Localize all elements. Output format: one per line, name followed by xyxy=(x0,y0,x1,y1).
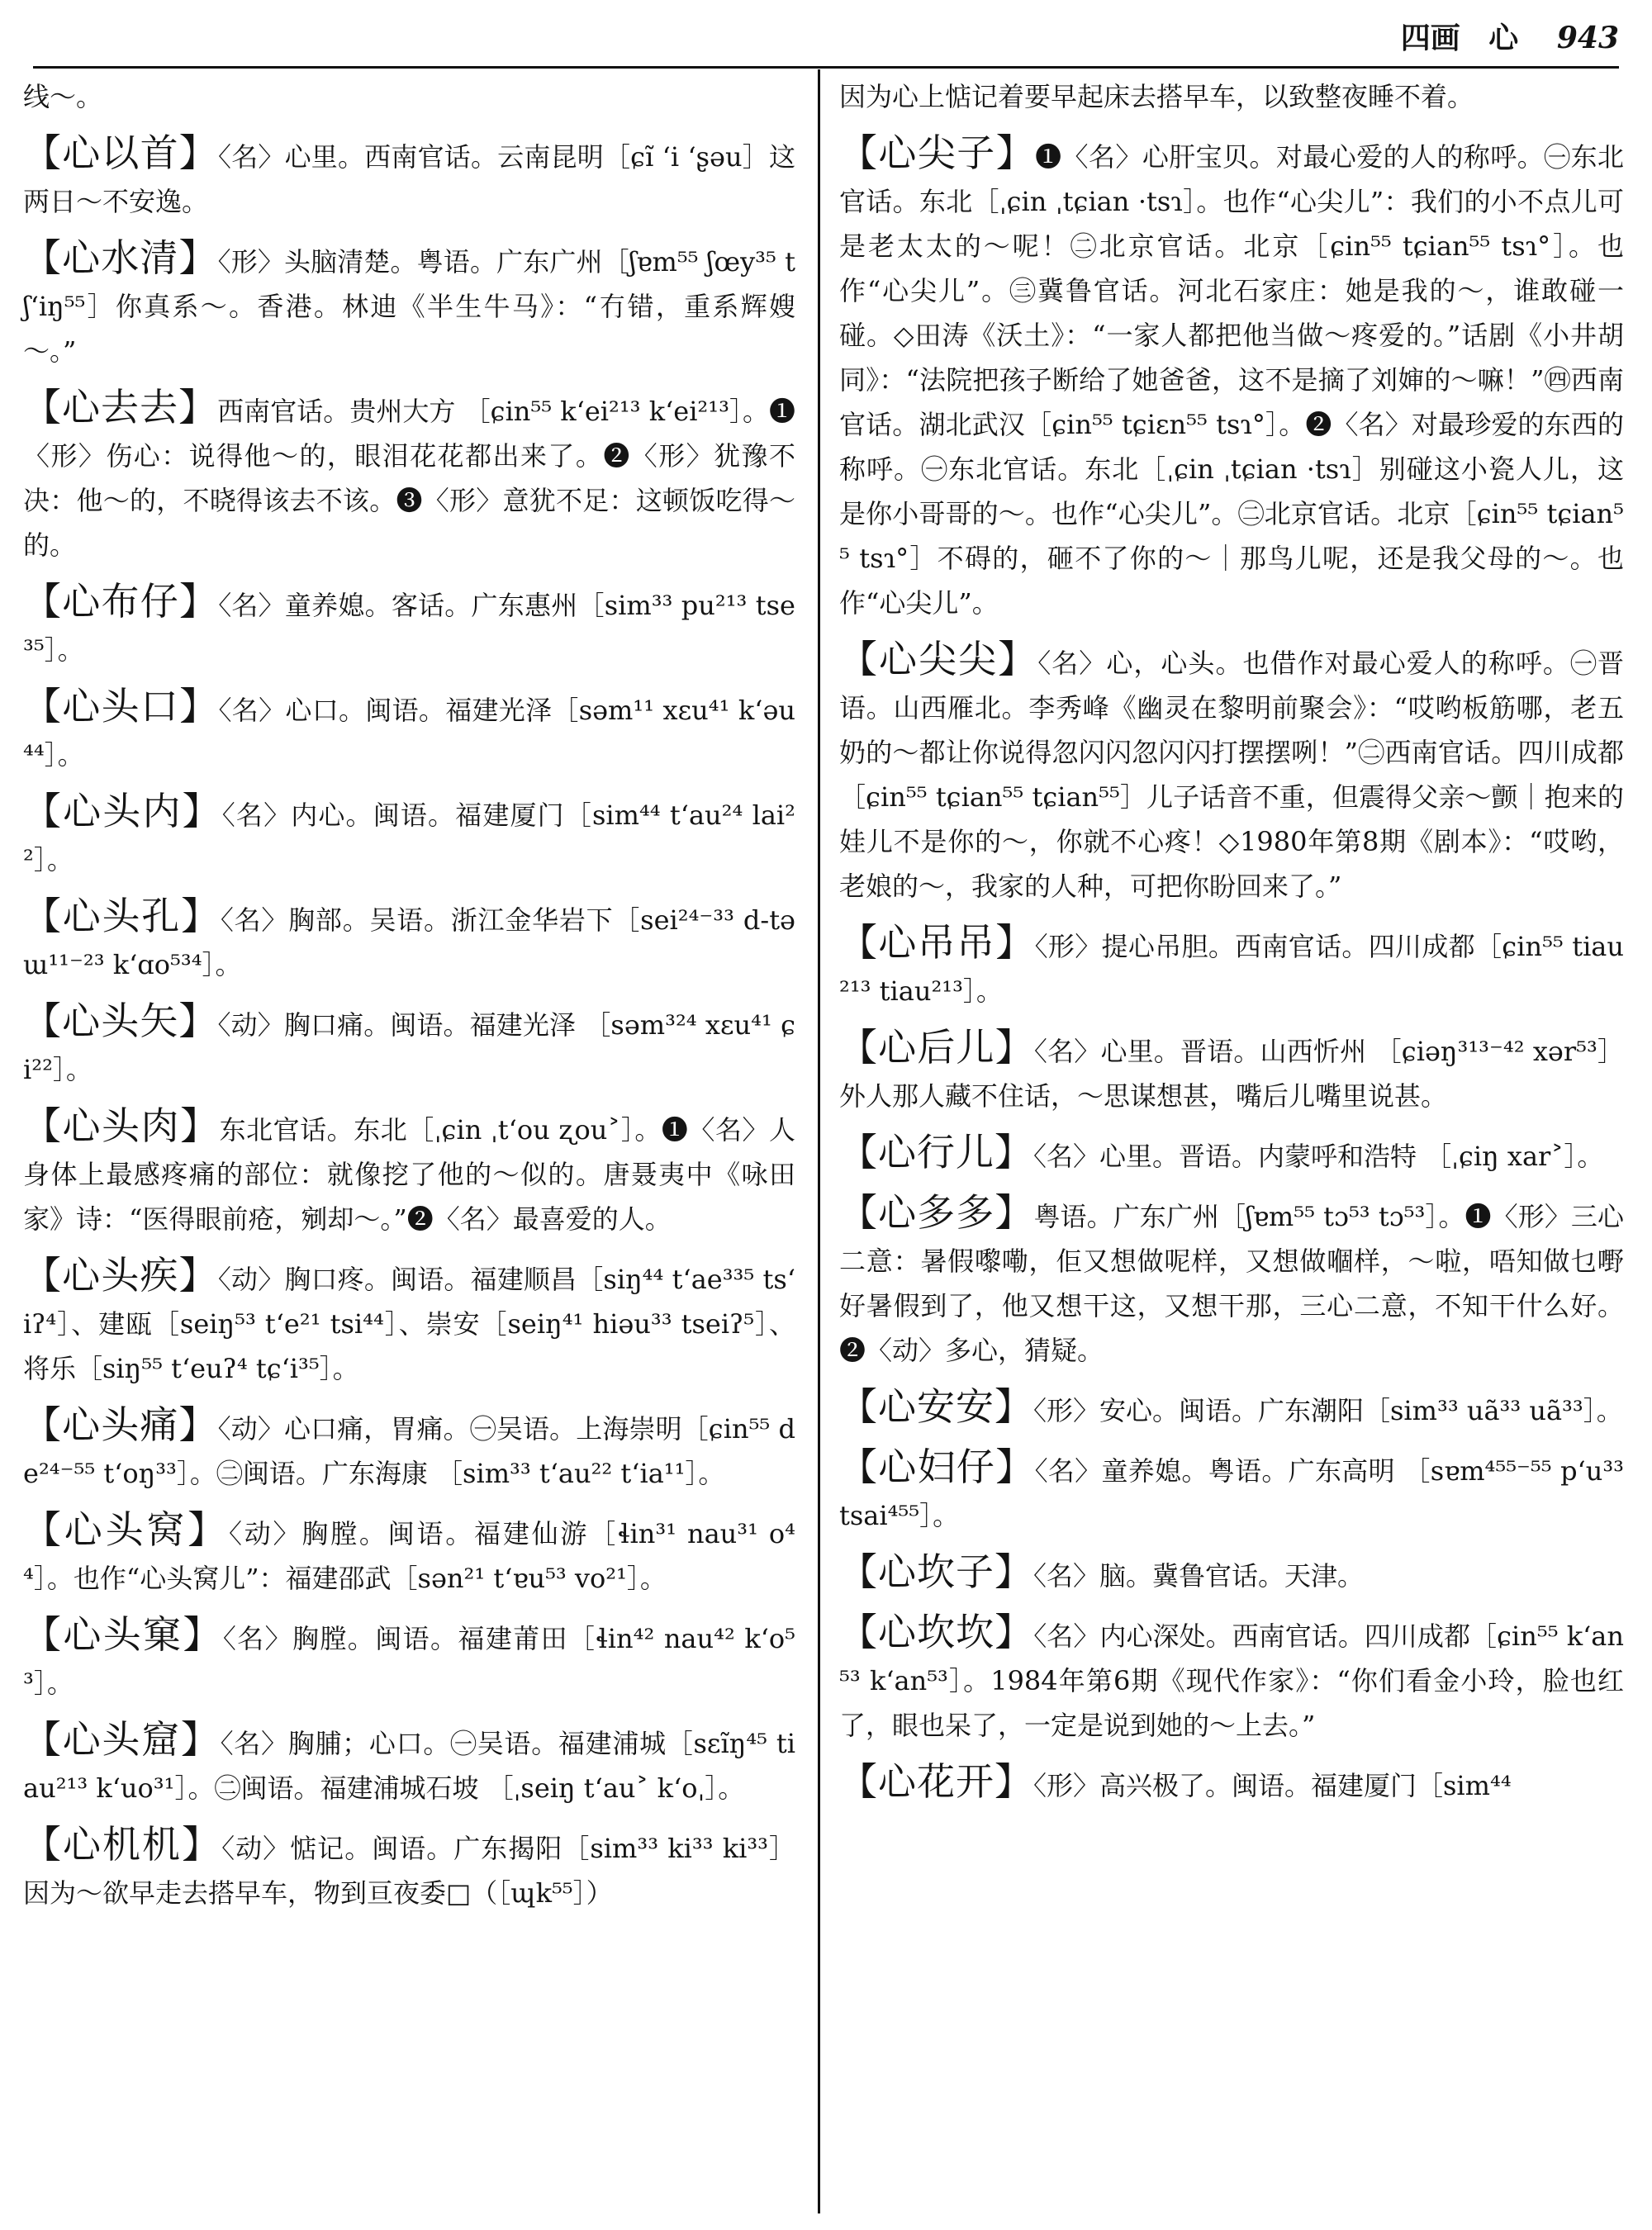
entry-definition: 〈形〉高兴极了。闽语。福建厦门［sim⁴⁴ xyxy=(1033,1770,1512,1801)
entry-text: 因为心上惦记着要早起床去搭早车，以致整夜睡不着。 xyxy=(839,81,1474,112)
dictionary-entry xyxy=(23,999,795,1092)
entry-headword: 【心妇仔】 xyxy=(839,1445,1035,1489)
header-rule xyxy=(33,66,1619,69)
entry-definition: 〈名〉心里。晋语。内蒙呼和浩特 ［ˌɕiŋ xar˃］。 xyxy=(1033,1141,1604,1172)
dictionary-entry xyxy=(23,1253,795,1391)
entry-headword: 【心头窝】 xyxy=(23,1507,229,1552)
entry-definition: 〈形〉头脑清楚。粤语。广东广州［ʃɐm⁵⁵ ʃœy³⁵ tʃʻiŋ⁵⁵］你真系～。香港。林迪《半生牛马》：“冇错，重系辉嫂～。” xyxy=(23,246,795,367)
entry-definition: 〈动〉胸膛。闽语。福建仙游［ɬin³¹ nau³¹ o⁴⁴］。也作“心头窝儿”：福建邵武［sən²¹ tʻɐu⁵³ vo²¹］。 xyxy=(23,1518,795,1594)
entry-headword: 【心尖尖】 xyxy=(839,637,1038,681)
entry-headword: 【心尖子】 xyxy=(839,130,1036,175)
entry-definition: 〈名〉内心。闽语。福建厦门［sim⁴⁴ tʻau²⁴ lai²²］。 xyxy=(23,799,795,875)
dictionary-entry xyxy=(23,1103,795,1241)
entry-definition: ❶〈名〉心肝宝贝。对最心爱的人的称呼。㊀东北官话。东北［ˌɕin ˌtɕian ·tsɿ］。也作“心尖儿”：我们的小不点儿可是老太太的～呢！㊁北京官话。北京［ɕin⁵⁵ tɕian⁵⁵ tsɿ°］。也作“心尖儿”。㊂冀鲁官话。河北石家庄：她是我的～，谁敢碰一碰。◇田涛《沃土》：“一家人都把他当做～疼爱的。”话剧《小井胡同》：“法院把孩子断给了她爸爸，这不是摘了刘婶的～嘛！”㊃西南官话。湖北武汉［ɕin⁵⁵ tɕiɛn⁵⁵ tsɿ°］。❷〈名〉对最珍爱的东西的称呼。㊀东北官话。东北［ˌɕin ˌtɕian ·tsɿ］别碰这小瓷人儿，这是你小哥哥的～。也作“心尖儿”。㊁北京官话。北京［ɕin⁵⁵ tɕian⁵⁵ tsɿ°］不碍的，砸不了你的～｜那鸟儿呢，还是我父母的～。也作“心尖儿”。 xyxy=(839,141,1624,619)
entry-definition: 粤语。广东广州［ʃɐm⁵⁵ tɔ⁵³ tɔ⁵³］。❶〈形〉三心二意：暑假嚟嘞，佢又想做呢样，又想做嗰样，～啦，唔知做乜嘢好暑假到了，他又想干这，又想干那，三心二意，不知干什么好。❷〈动〉多心，猜疑。 xyxy=(839,1201,1624,1366)
entry-headword: 【心头孔】 xyxy=(23,894,221,938)
continued-text xyxy=(839,74,1624,119)
entry-definition: 〈名〉胸部。吴语。浙江金华岩下［sei²⁴⁻³³ d-təɯ¹¹⁻²³ kʻɑo⁵³⁴］。 xyxy=(23,904,795,980)
left-column xyxy=(23,71,795,1927)
dictionary-entry xyxy=(23,1822,795,1915)
entry-headword: 【心多多】 xyxy=(839,1190,1034,1235)
entry-definition: 〈动〉心口痛，胃痛。㊀吴语。上海崇明［ɕin⁵⁵ de²⁴⁻⁵⁵ tʻoŋ³³］。㊁闽语。广东海康 ［sim³³ tʻau²² tʻia¹¹］。 xyxy=(23,1413,795,1489)
entry-headword: 【心花开】 xyxy=(839,1759,1033,1804)
continued-text xyxy=(23,74,795,119)
radical-label: 心 xyxy=(1488,21,1519,55)
dictionary-entry xyxy=(839,1610,1624,1748)
entry-headword: 【心坎坎】 xyxy=(839,1610,1034,1654)
right-column xyxy=(839,71,1624,1820)
dictionary-entry xyxy=(839,637,1624,909)
dictionary-entry xyxy=(23,684,795,777)
entry-definition: 〈名〉胸膛。闽语。福建莆田［ɬin⁴² nau⁴² kʻo⁵³］。 xyxy=(23,1623,795,1699)
dictionary-entry xyxy=(23,1612,795,1706)
entry-definition: 〈名〉心里。晋语。山西忻州 ［ɕiəŋ³¹³⁻⁴² xər⁵³］外人那人藏不住话，～思谋想甚，嘴后儿嘴里说甚。 xyxy=(839,1036,1624,1112)
entry-text: 线～。 xyxy=(23,81,103,112)
entry-definition: 〈名〉心口。闽语。福建光泽［səm¹¹ xɛu⁴¹ kʻəu⁴⁴］。 xyxy=(23,695,795,771)
dictionary-entry xyxy=(839,1130,1624,1179)
entry-definition: 〈名〉心里。西南官话。云南昆明［ɕĩ ʻi ʻʂəu］这两日～不安逸。 xyxy=(23,141,795,217)
dictionary-entry xyxy=(839,1384,1624,1433)
entry-headword: 【心去去】 xyxy=(23,385,218,429)
dictionary-entry xyxy=(839,1445,1624,1538)
entry-definition: 〈形〉提心吊胆。西南官话。四川成都［ɕin⁵⁵ tiau²¹³ tiau²¹³］。 xyxy=(839,931,1624,1007)
dictionary-entry xyxy=(23,894,795,987)
entry-definition: 〈名〉童养媳。客话。广东惠州［sim³³ pu²¹³ tse³⁵］。 xyxy=(23,590,795,666)
entry-definition: 西南官话。贵州大方 ［ɕin⁵⁵ kʻei²¹³ kʻei²¹³］。❶〈形〉伤心：说得他～的，眼泪花花都出来了。❷〈形〉犹豫不决：他～的，不晓得该去不该。❸〈形〉意犹不足：这顿饭吃得～的。 xyxy=(23,396,795,561)
dictionary-entry xyxy=(23,385,795,567)
page-header xyxy=(0,15,1619,64)
entry-headword: 【心后儿】 xyxy=(839,1025,1034,1070)
entry-headword: 【心以首】 xyxy=(23,130,218,175)
entry-definition: 〈动〉胸口痛。闽语。福建光泽 ［səm³²⁴ xɛu⁴¹ ɕi²²］。 xyxy=(23,1009,795,1085)
entry-headword: 【心安安】 xyxy=(839,1384,1033,1429)
entry-headword: 【心坎子】 xyxy=(839,1549,1033,1594)
entry-headword: 【心吊吊】 xyxy=(839,920,1035,965)
page-number: 943 xyxy=(1556,21,1619,55)
entry-headword: 【心头口】 xyxy=(23,684,219,728)
dictionary-entry xyxy=(23,579,795,672)
dictionary-entry xyxy=(839,1025,1624,1118)
entry-headword: 【心头窠】 xyxy=(23,1612,223,1657)
dictionary-entry xyxy=(839,1190,1624,1373)
entry-headword: 【心头内】 xyxy=(23,789,222,833)
dictionary-entry xyxy=(23,1717,795,1810)
dictionary-entry xyxy=(23,1402,795,1496)
entry-headword: 【心头痛】 xyxy=(23,1402,218,1447)
entry-definition: 〈动〉胸口疼。闽语。福建顺昌［siŋ⁴⁴ tʻae³³⁵ tsʻiʔ⁴］、建瓯［seiŋ⁵³ tʻe²¹ tsi⁴⁴］、崇安［seiŋ⁴¹ hiəu³³ tseiʔ⁵］、将乐［siŋ⁵⁵ tʻeuʔ⁴ tɕʻi³⁵］。 xyxy=(23,1264,795,1384)
entry-headword: 【心头矢】 xyxy=(23,999,218,1043)
section-label: 四画 xyxy=(1400,21,1460,55)
entry-definition: 〈名〉童养媳。粤语。广东高明 ［sɐm⁴⁵⁵⁻⁵⁵ pʻu³³ tsai⁴⁵⁵］。 xyxy=(839,1455,1624,1531)
entry-headword: 【心布仔】 xyxy=(23,579,219,624)
dictionary-entry xyxy=(839,1549,1624,1598)
entry-definition: 〈名〉脑。冀鲁官话。天津。 xyxy=(1033,1560,1365,1592)
entry-headword: 【心头肉】 xyxy=(23,1103,220,1148)
dictionary-entry xyxy=(23,1507,795,1601)
entry-definition: 〈形〉安心。闽语。广东潮阳［sim³³ uã³³ uã³³］。 xyxy=(1033,1395,1623,1426)
entry-definition: 东北官话。东北［ˌɕin ˌtʻou ʐou˃］。❶〈名〉人身体上最感疼痛的部位：就像挖了他的～似的。唐聂夷中《咏田家》诗：“医得眼前疮，剜却～。”❷〈名〉最喜爱的人。 xyxy=(23,1114,795,1235)
dictionary-entry xyxy=(23,130,795,224)
entry-headword: 【心头窟】 xyxy=(23,1717,221,1762)
entry-headword: 【心头疾】 xyxy=(23,1253,218,1298)
entry-definition: 〈动〉惦记。闽语。广东揭阳［sim³³ ki³³ ki³³］因为～欲早走去搭早车，物到亘夜委□（［ɰk⁵⁵］） xyxy=(23,1833,795,1909)
entry-headword: 【心行儿】 xyxy=(839,1130,1033,1174)
dictionary-entry xyxy=(839,1759,1624,1808)
column-divider xyxy=(818,69,820,2213)
dictionary-entry xyxy=(839,130,1624,625)
entry-definition: 〈名〉胸脯；心口。㊀吴语。福建浦城［sɛĩŋ⁴⁵ tiau²¹³ kʻuo³¹］。㊁闽语。福建浦城石坡 ［ˌseiŋ tʻau˃ kʻoˌ］。 xyxy=(23,1728,795,1804)
dictionary-entry xyxy=(839,920,1624,1013)
dictionary-entry xyxy=(23,789,795,882)
dictionary-entry xyxy=(23,235,795,373)
entry-definition: 〈名〉心，心头。也借作对最心爱人的称呼。㊀晋语。山西雁北。李秀峰《幽灵在黎明前聚会》：“哎哟板筋哪，老五奶的～都让你说得忽闪闪忽闪闪打摆摆咧！”㊁西南官话。四川成都［ɕin⁵⁵ tɕian⁵⁵ tɕian⁵⁵］儿子话音不重，但震得父亲～颤｜抱来的娃儿不是你的～，你就不心疼！◇1980年第8期《剧本》：“哎哟，老娘的～，我家的人种，可把你盼回来了。” xyxy=(839,648,1624,902)
entry-definition: 〈名〉内心深处。西南官话。四川成都［ɕin⁵⁵ kʻan⁵³ kʻan⁵³］。1984年第6期《现代作家》：“你们看金小玲，脸也红了，眼也呆了，一定是说到她的～上去。” xyxy=(839,1620,1624,1741)
entry-headword: 【心机机】 xyxy=(23,1822,222,1867)
entry-headword: 【心水清】 xyxy=(23,235,218,280)
